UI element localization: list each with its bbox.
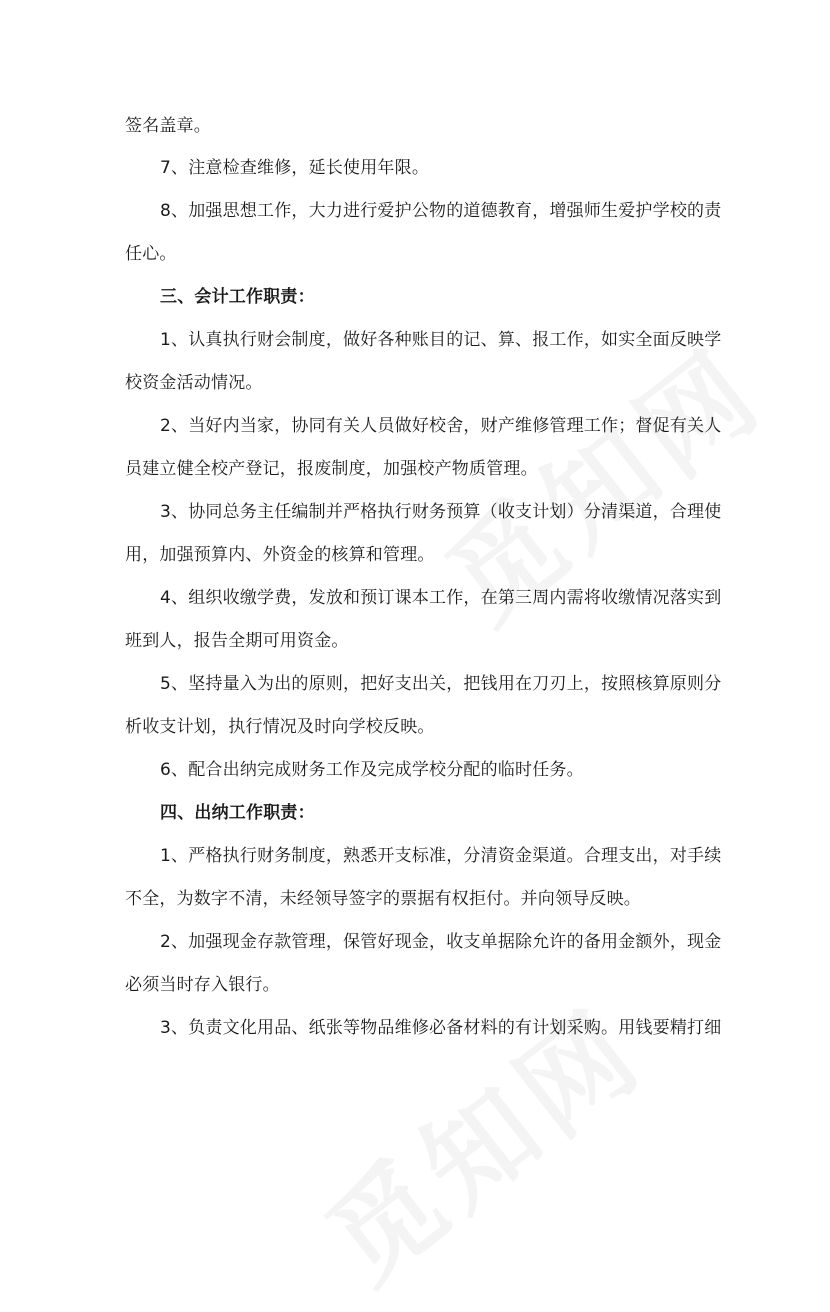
paragraph-line: 3、协同总务主任编制并严格执行财务预算（收支计划）分清渠道，合理使 [160, 502, 722, 522]
paragraph-line: 8、加强思想工作，大力进行爱护公物的道德教育，增强师生爱护学校的责 [160, 201, 722, 221]
paragraph-line: 3、负责文化用品、纸张等物品维修必备材料的有计划采购。用钱要精打细 [160, 1018, 722, 1038]
section-heading: 三、会计工作职责： [160, 287, 315, 307]
paragraph-line: 1、认真执行财会制度，做好各种账目的记、算、报工作，如实全面反映学 [160, 330, 722, 350]
paragraph-line: 4、组织收缴学费，发放和预订课本工作，在第三周内需将收缴情况落实到 [160, 588, 722, 608]
paragraph-line: 2、当好内当家，协同有关人员做好校舍，财产维修管理工作；督促有关人 [160, 416, 722, 436]
paragraph-line: 必须当时存入银行。 [125, 975, 280, 995]
paragraph-line: 6、配合出纳完成财务工作及完成学校分配的临时任务。 [160, 760, 584, 780]
paragraph-line: 校资金活动情况。 [125, 373, 263, 393]
paragraph-line: 员建立健全校产登记，报废制度，加强校产物质管理。 [125, 459, 538, 479]
paragraph-line: 7、注意检查维修，延长使用年限。 [160, 158, 430, 178]
paragraph-line: 用，加强预算内、外资金的核算和管理。 [125, 545, 435, 565]
section-heading: 四、出纳工作职责： [160, 803, 315, 823]
paragraph-line: 不全，为数字不清，未经领导签字的票据有权拒付。并向领导反映。 [125, 889, 641, 909]
paragraph-line: 2、加强现金存款管理，保管好现金，收支单据除允许的备用金额外，现金 [160, 932, 722, 952]
paragraph-line: 5、坚持量入为出的原则，把好支出关，把钱用在刀刃上，按照核算原则分 [160, 674, 722, 694]
paragraph-line: 班到人，报告全期可用资金。 [125, 631, 349, 651]
paragraph-line: 任心。 [125, 244, 177, 264]
paragraph-line: 1、严格执行财务制度，熟悉开支标准，分清资金渠道。合理支出，对手续 [160, 846, 722, 866]
paragraph-line: 签名盖章。 [125, 116, 211, 136]
paragraph-line: 析收支计划，执行情况及时向学校反映。 [125, 717, 435, 737]
